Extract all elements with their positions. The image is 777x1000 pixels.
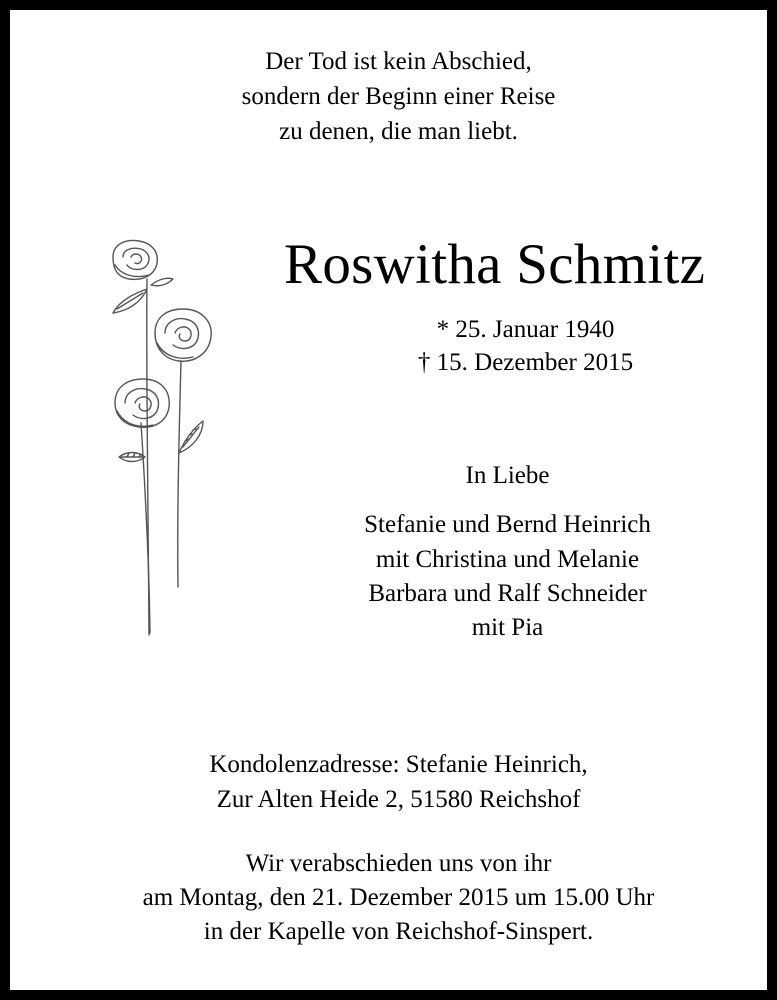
condolence-line-1: Kondolenzadresse: Stefanie Heinrich, — [209, 751, 588, 778]
birth-date: * 25. Januar 1940 — [436, 316, 615, 343]
deceased-name: Roswitha Schmitz — [284, 233, 706, 296]
funeral-location: in der Kapelle von Reichshof-Sinspert. — [203, 918, 594, 945]
funeral-date-time: am Montag, den 21. Dezember 2015 um 15.00 Uhr — [142, 884, 655, 911]
motto-line-3: zu denen, die man liebt. — [279, 118, 518, 145]
mourners-line-4: mit Pia — [471, 614, 544, 641]
mourners-line-1: Stefanie und Bernd Heinrich — [364, 511, 651, 538]
mourners-intro: In Liebe — [465, 462, 550, 489]
death-date: † 15. Dezember 2015 — [417, 349, 634, 376]
motto-line-1: Der Tod ist kein Abschied, — [265, 48, 532, 75]
mourners-line-2: mit Christina und Melanie — [375, 546, 640, 573]
motto-line-2: sondern der Beginn einer Reise — [241, 83, 556, 110]
mourners-line-3: Barbara und Ralf Schneider — [368, 580, 647, 607]
funeral-line-1: Wir verabschieden uns von ihr — [245, 850, 552, 877]
condolence-address: Zur Alten Heide 2, 51580 Reichshof — [216, 786, 581, 813]
